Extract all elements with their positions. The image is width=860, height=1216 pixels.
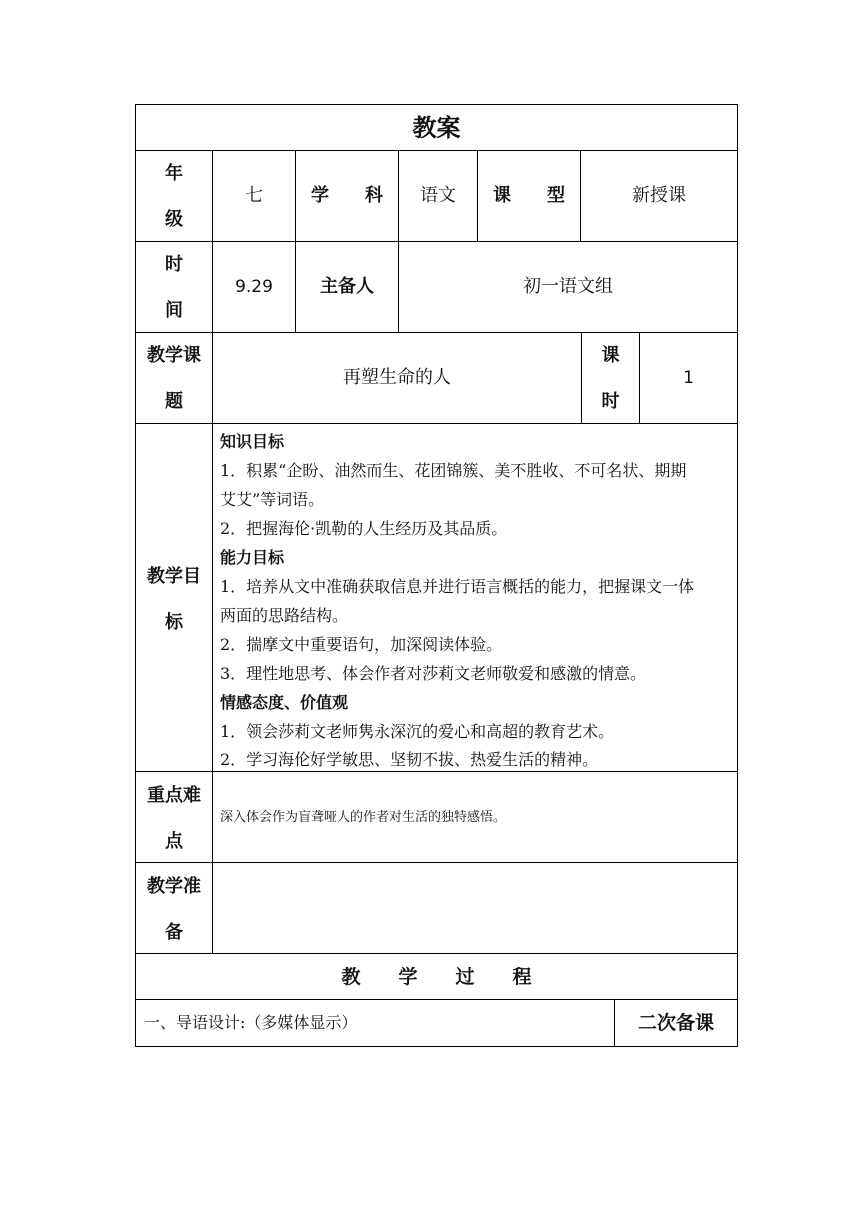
knowledge-line: 艾艾”等词语。 xyxy=(220,490,325,509)
emotion-line: 2．学习海伦好学敏思、坚韧不拔、热爱生活的精神。 xyxy=(220,750,599,769)
ability-line: 1．培养从文中准确获取信息并进行语言概括的能力，把握课文一体 xyxy=(220,577,695,596)
subject-value: 语文 xyxy=(420,185,456,206)
ability-line: 2．揣摩文中重要语句，加深阅读体验。 xyxy=(220,635,503,654)
row-divider xyxy=(135,999,738,1000)
ability-line: 3．理性地思考、体会作者对莎莉文老师敬爱和感激的情意。 xyxy=(220,664,647,683)
grade-value: 七 xyxy=(245,185,263,206)
preparation-label: 教学准 备 xyxy=(147,876,201,943)
period-label: 课 时 xyxy=(601,345,620,412)
emotion-heading: 情感态度、价值观 xyxy=(220,693,349,712)
row-divider xyxy=(135,332,738,333)
emotion-line: 1．领会莎莉文老师隽永深沉的爱心和高超的教育艺术。 xyxy=(220,722,615,741)
key-points-value: 深入体会作为盲聋哑人的作者对生活的独特感悟。 xyxy=(220,810,507,825)
row-divider xyxy=(135,150,738,151)
subject-label: 学 科 xyxy=(311,185,383,206)
objectives-label: 教学目 标 xyxy=(147,566,201,633)
col-divider xyxy=(398,150,399,333)
table-border-top xyxy=(135,104,738,105)
process-intro: 一、导语设计:（多媒体显示） xyxy=(144,1013,358,1032)
key-points-label: 重点难 点 xyxy=(147,785,201,852)
col-divider xyxy=(295,150,296,333)
topic-value: 再塑生命的人 xyxy=(343,367,451,388)
secondary-prep-label: 二次备课 xyxy=(637,1012,714,1034)
process-heading: 教 学 过 程 xyxy=(341,966,532,988)
grade-label: 年 级 xyxy=(165,163,183,230)
knowledge-heading: 知识目标 xyxy=(220,432,285,451)
row-divider xyxy=(135,241,738,242)
topic-label: 教学课 题 xyxy=(147,345,201,412)
knowledge-line: 2．把握海伦·凯勒的人生经历及其品质。 xyxy=(220,519,508,538)
preparer-value: 初一语文组 xyxy=(523,276,613,297)
ability-heading: 能力目标 xyxy=(220,548,285,567)
page-title: 教案 xyxy=(412,114,461,142)
row-divider xyxy=(135,953,738,954)
col-divider xyxy=(212,150,213,954)
table-border-bottom xyxy=(135,1046,738,1047)
row-divider xyxy=(135,862,738,863)
time-value: 9.29 xyxy=(235,277,273,297)
preparer-label: 主备人 xyxy=(320,276,374,297)
type-value: 新授课 xyxy=(632,185,686,206)
period-value: 1 xyxy=(683,368,694,388)
type-label: 课 型 xyxy=(493,185,565,206)
knowledge-line: 1．积累“企盼、油然而生、花团锦簇、美不胜收、不可名状、期期 xyxy=(220,461,687,480)
time-label: 时 间 xyxy=(165,254,183,321)
row-divider xyxy=(135,423,738,424)
row-divider xyxy=(135,771,738,772)
table-border-right xyxy=(737,104,738,1047)
ability-line: 两面的思路结构。 xyxy=(220,606,349,625)
